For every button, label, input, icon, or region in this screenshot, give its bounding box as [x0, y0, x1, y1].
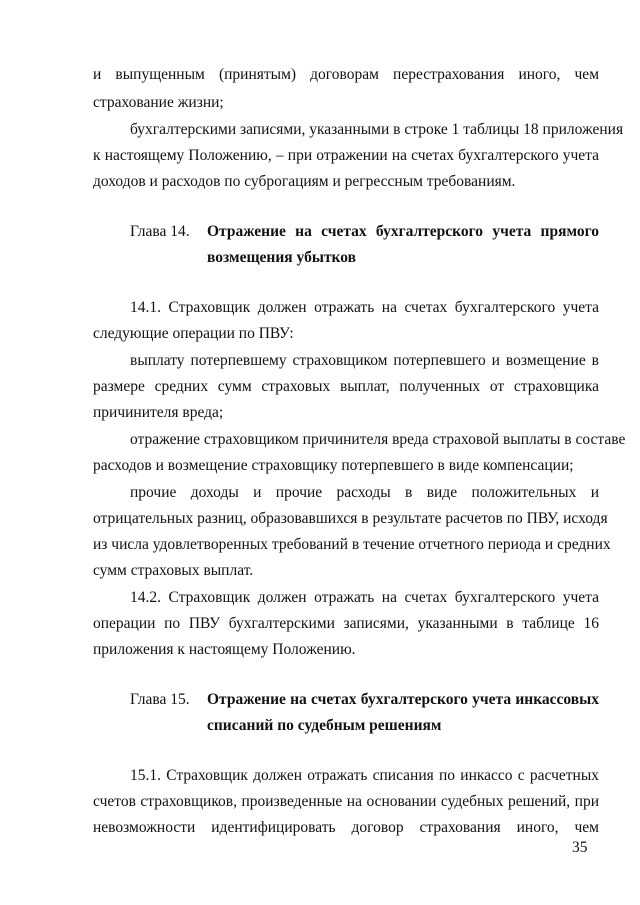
text-line: отрицательных разниц, образовавшихся в результате расчетов по ПВУ, исходя	[93, 510, 608, 527]
text-line: прочие доходы и прочие расходы в виде положительных и	[130, 484, 599, 501]
text-line: страхование жизни;	[93, 94, 224, 111]
text-line: бухгалтерскими записями, указанными в строке 1 таблицы 18 приложения	[130, 121, 624, 138]
chapter-15-title: Отражение на счетах бухгалтерского учета инкассовых	[207, 691, 599, 708]
chapter-15-label: Глава 15.	[130, 691, 190, 708]
text-line: расходов и возмещение страховщику потерпевшего в виде компенсации;	[93, 457, 574, 474]
text-line: сумм страховых выплат.	[93, 562, 254, 579]
chapter-15-title-continued: списаний по судебным решениям	[207, 717, 442, 734]
text-line: размере средних сумм страховых выплат, полученных от страховщика	[93, 378, 599, 395]
text-line: и выпущенным (принятым) договорам перестрахования иного, чем	[93, 66, 599, 83]
text-line: доходов и расходов по суброгациям и регрессным требованиям.	[93, 173, 516, 190]
text-line: приложения к настоящему Положению.	[93, 641, 356, 658]
chapter-14-label: Глава 14.	[130, 223, 190, 240]
text-line: операции по ПВУ бухгалтерскими записями, указанными в таблице 16	[93, 615, 599, 632]
text-line: выплату потерпевшему страховщиком потерпевшего и возмещение в	[130, 352, 599, 369]
page-number: 35	[572, 839, 588, 856]
text-line: счетов страховщиков, произведенные на основании судебных решений, при	[93, 793, 599, 810]
text-line: из числа удовлетворенных требований в течение отчетного периода и средних	[93, 536, 611, 553]
text-line: следующие операции по ПВУ:	[93, 325, 294, 342]
text-line: 14.1. Страховщик должен отражать на счетах бухгалтерского учета	[130, 299, 599, 316]
text-line: отражение страховщиком причинителя вреда страховой выплаты в составе	[130, 431, 626, 448]
text-line: к настоящему Положению, – при отражении на счетах бухгалтерского учета	[93, 147, 599, 164]
chapter-14-title: Отражение на счетах бухгалтерского учета прямого	[207, 223, 599, 240]
text-line: причинителя вреда;	[93, 404, 224, 421]
text-line: невозможности идентифицировать договор страхования иного, чем	[93, 819, 599, 836]
text-line: 15.1. Страховщик должен отражать списания по инкассо с расчетных	[130, 767, 599, 784]
text-line: 14.2. Страховщик должен отражать на счетах бухгалтерского учета	[130, 589, 599, 606]
chapter-14-title-continued: возмещения убытков	[207, 249, 357, 266]
